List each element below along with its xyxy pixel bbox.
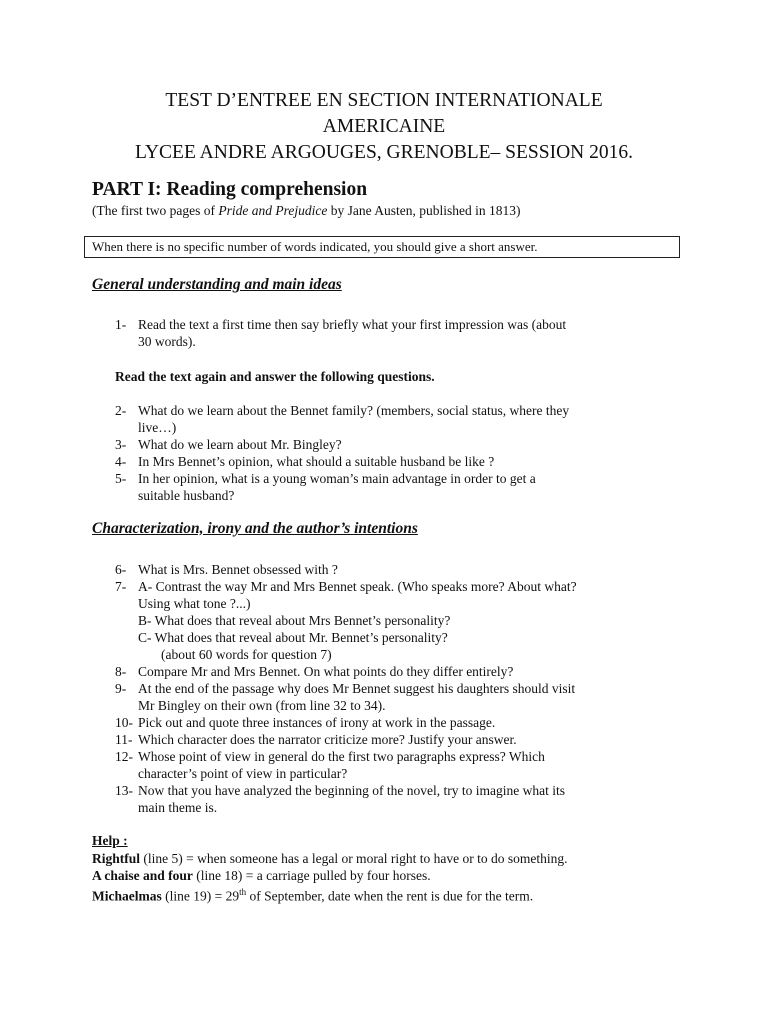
- section-heading-characterization: Characterization, irony and the author’s intentions: [92, 520, 418, 537]
- question-7-line2: Using what tone ?...): [138, 596, 251, 611]
- question-12-line2: character’s point of view in particular?: [138, 766, 348, 781]
- question-1-line2: 30 words).: [138, 334, 196, 349]
- book-title: Pride and Prejudice: [218, 203, 328, 218]
- help-heading: Help :: [92, 833, 128, 848]
- question-4-line1: In Mrs Bennet’s opinion, what should a suitable husband be like ?: [138, 454, 495, 469]
- subtitle-suffix: by Jane Austen, published in 1813): [327, 203, 521, 218]
- help-definition: (line 5) = when someone has a legal or moral right to have or to do something.: [140, 851, 568, 866]
- question-7-number: 7-: [115, 579, 127, 594]
- question-5-line1: In her opinion, what is a young woman’s main advantage in order to get a: [138, 471, 536, 486]
- header-title-line1: TEST D’ENTREE EN SECTION INTERNATIONALE: [165, 90, 603, 111]
- question-6-line1: What is Mrs. Bennet obsessed with ?: [138, 562, 338, 577]
- question-number: 1-: [115, 317, 127, 332]
- help-definition: (line 19) = 29: [161, 888, 240, 904]
- question-8-line1: Compare Mr and Mrs Bennet. On what points do they differ entirely?: [138, 664, 514, 679]
- part-subtitle: [92, 203, 520, 219]
- instruction-box: When there is no specific number of words indicated, you should give a short answer.: [84, 236, 680, 258]
- question-13-line2: main theme is.: [138, 800, 218, 815]
- question-13-line1: Now that you have analyzed the beginning of the novel, try to imagine what its: [138, 783, 566, 798]
- question-11-number: 11-: [115, 732, 133, 747]
- question-1-line1: Read the text a first time then say briefly what your first impression was (about: [138, 317, 567, 332]
- question-3-line1: What do we learn about Mr. Bingley?: [138, 437, 342, 452]
- help-item-rightful: [92, 850, 568, 867]
- header-title-line3: LYCEE ANDRE ARGOUGES, GRENOBLE– SESSION 2016.: [134, 142, 634, 163]
- question-7-line5: (about 60 words for question 7): [161, 647, 332, 662]
- question-7-line4: C- What does that reveal about Mr. Bennet’s personality?: [138, 630, 448, 645]
- question-9-number: 9-: [115, 681, 127, 696]
- question-2-line2: live…): [138, 420, 177, 435]
- question-2-line1: What do we learn about the Bennet family? (members, social status, where they: [138, 403, 570, 418]
- help-definition-rest: of September, date when the rent is due for the term.: [246, 888, 534, 904]
- question-12-number: 12-: [115, 749, 133, 764]
- question-12-line1: Whose point of view in general do the first two paragraphs express? Which: [138, 749, 545, 764]
- question-6-number: 6-: [115, 562, 127, 577]
- part-title: PART I: Reading comprehension: [92, 179, 368, 200]
- question-10-line1: Pick out and quote three instances of irony at work in the passage.: [138, 715, 496, 730]
- question-8-number: 8-: [115, 664, 127, 679]
- question-9-line1: At the end of the passage why does Mr Bennet suggest his daughters should visit: [138, 681, 576, 696]
- section-heading-general: General understanding and main ideas: [92, 276, 342, 293]
- subtitle-prefix: (The first two pages of: [92, 203, 219, 218]
- question-3-number: 3-: [115, 437, 127, 452]
- help-item-michaelmas: [92, 884, 533, 905]
- question-5-line2: suitable husband?: [138, 488, 235, 503]
- question-9-line2: Mr Bingley on their own (from line 32 to 34).: [138, 698, 386, 713]
- question-13-number: 13-: [115, 783, 133, 798]
- question-2-number: 2-: [115, 403, 127, 418]
- help-item-chaise: [92, 867, 431, 884]
- question-7-line1: A- Contrast the way Mr and Mrs Bennet speak. (Who speaks more? About what?: [138, 579, 577, 594]
- question-7-line3: B- What does that reveal about Mrs Bennet’s personality?: [138, 613, 451, 628]
- question-5-number: 5-: [115, 471, 127, 486]
- help-term: Michaelmas: [92, 888, 162, 904]
- help-term: A chaise and four: [92, 868, 193, 883]
- ordinal-suffix: th: [239, 887, 247, 897]
- question-4-number: 4-: [115, 454, 127, 469]
- question-10-number: 10-: [115, 715, 133, 730]
- instruction-text: Read the text again and answer the following questions.: [115, 369, 435, 384]
- question-11-line1: Which character does the narrator criticize more? Justify your answer.: [138, 732, 517, 747]
- header-title-line2: AMERICAINE: [322, 116, 446, 137]
- help-term: Rightful: [92, 851, 141, 866]
- help-definition: (line 18) = a carriage pulled by four horses.: [192, 868, 431, 883]
